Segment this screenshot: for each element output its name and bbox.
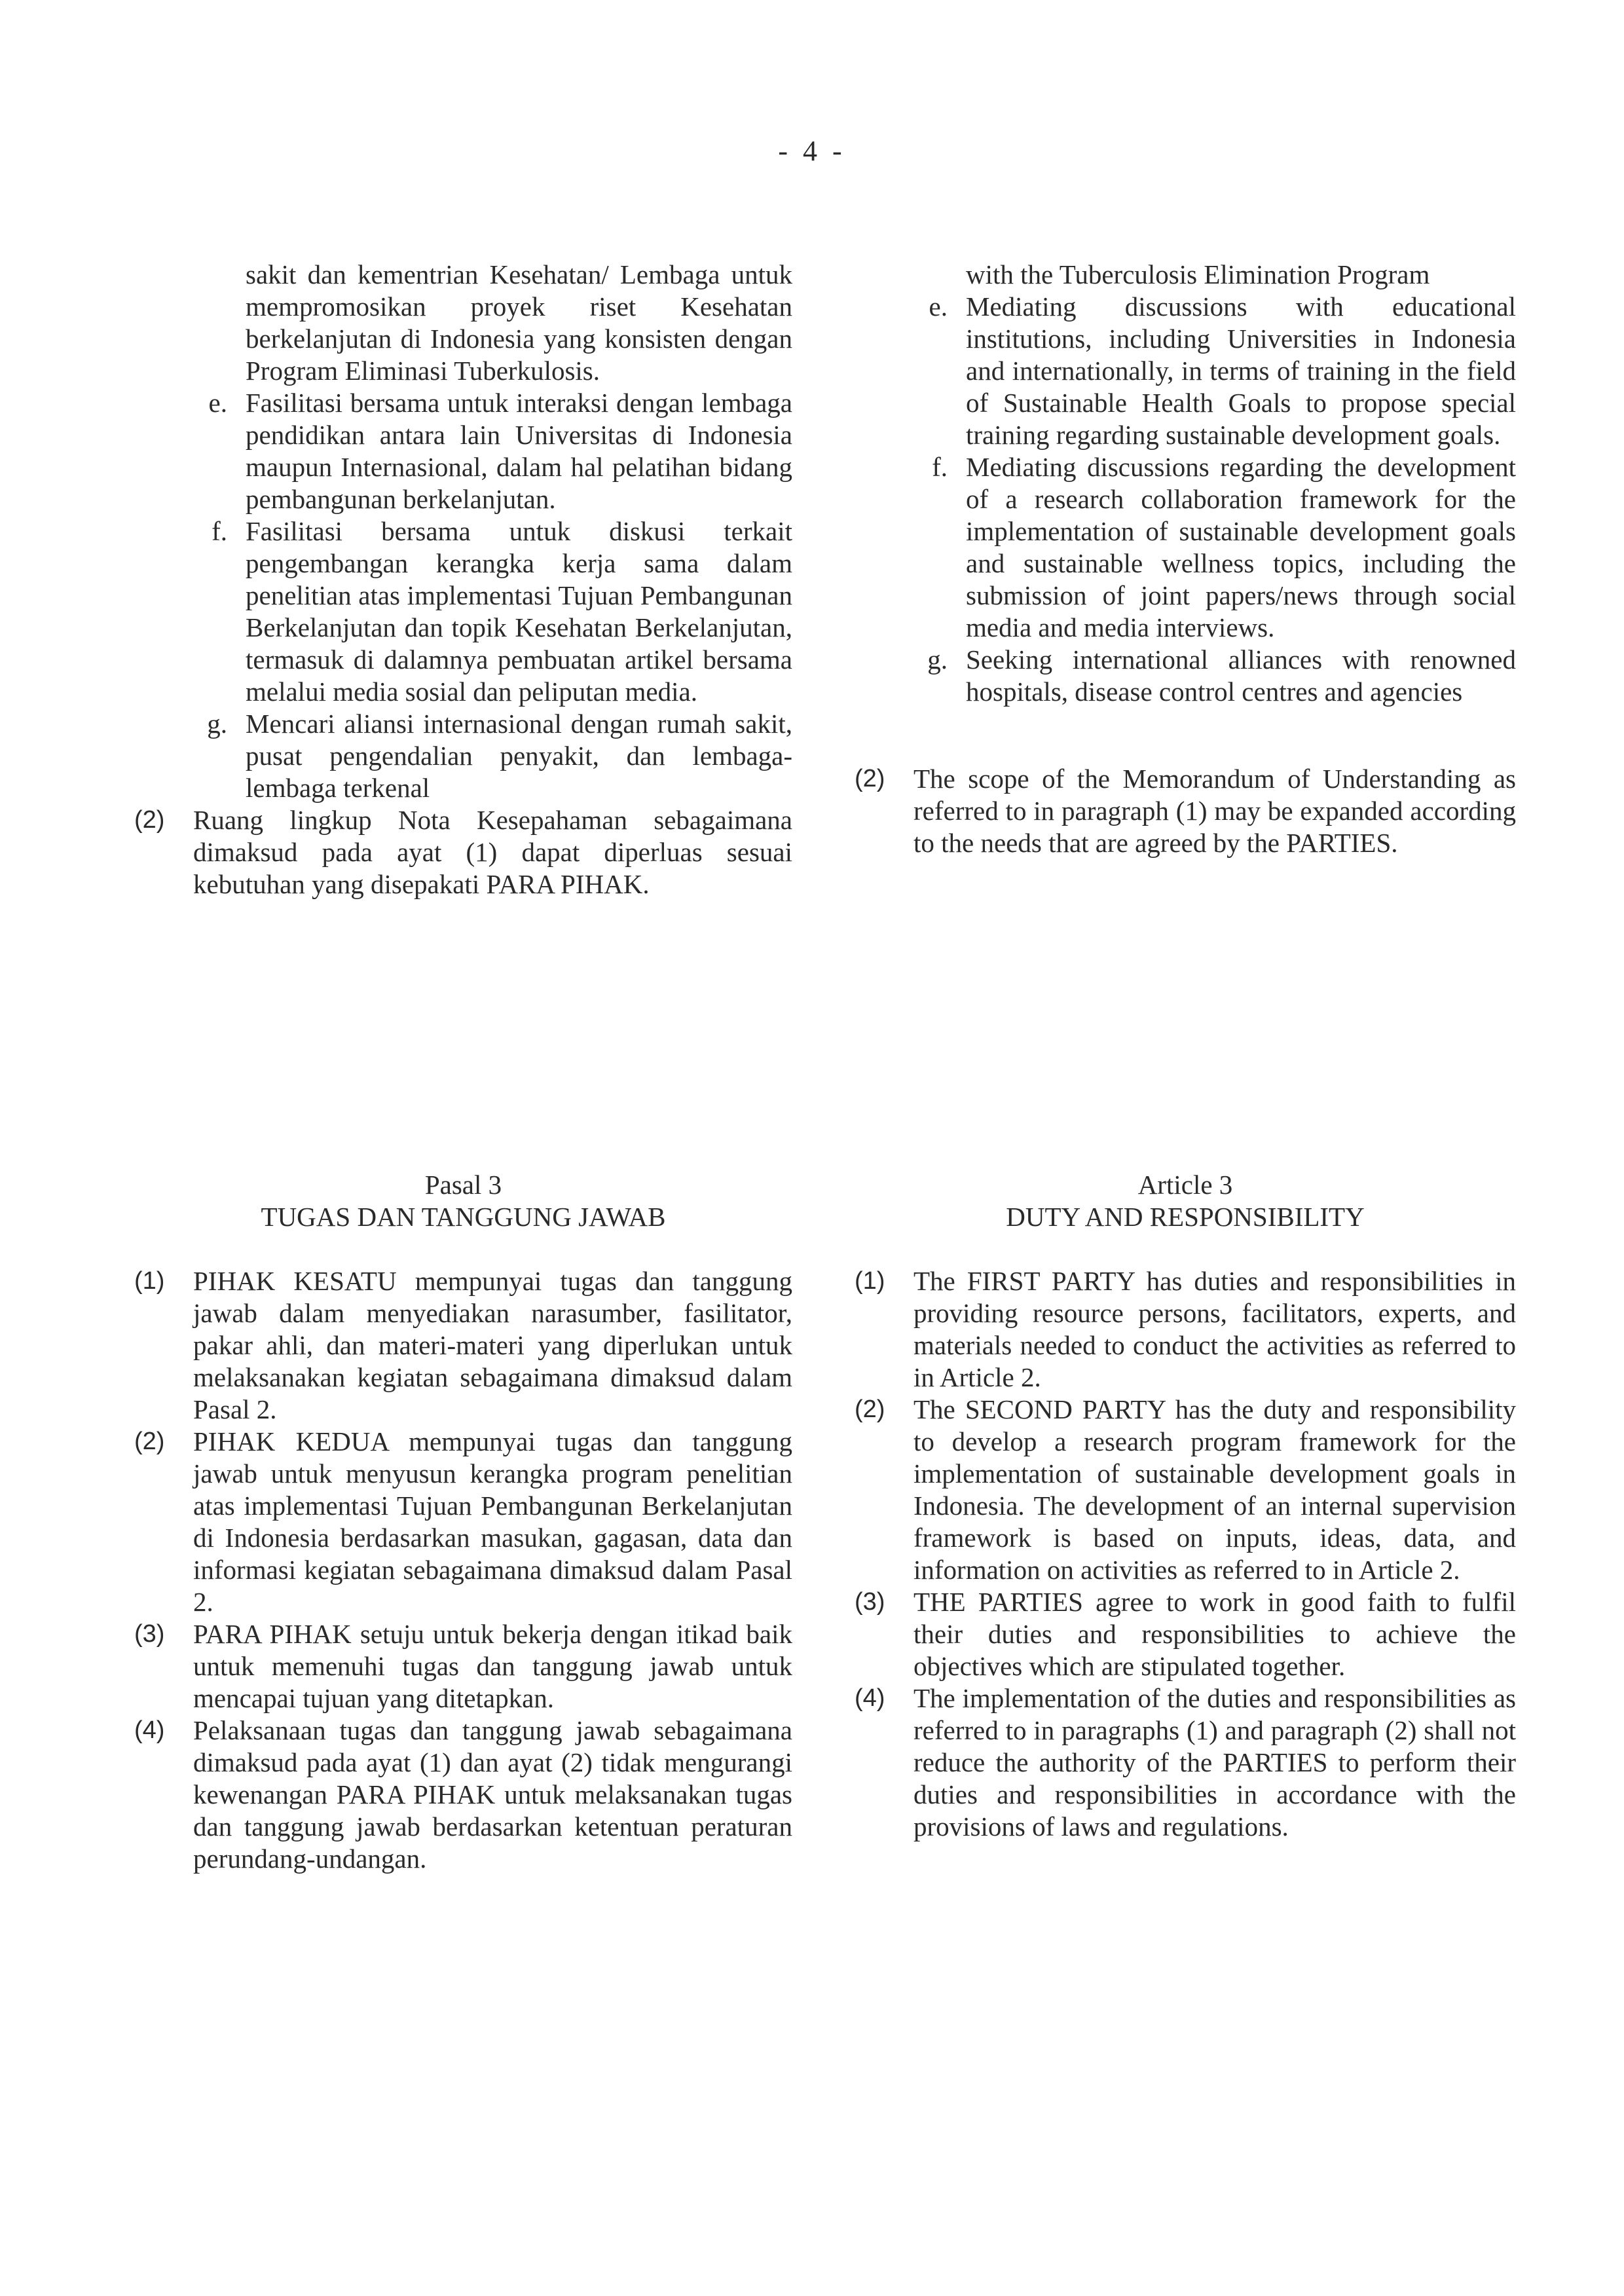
right-article-paragraph-3 xyxy=(855,1586,1516,1682)
paragraph-marker: (4) xyxy=(134,1716,165,1744)
left-item-e xyxy=(134,387,792,515)
item-text: Fasilitasi bersama untuk interaksi dengan lembaga pendidikan antara lain Universitas di Indonesia maupun Internasional, dalam hal pelatihan bidang pembangunan berkelanjutan. xyxy=(246,388,792,514)
left-article-paragraph-4 xyxy=(134,1714,792,1875)
item-text: Mediating discussions with educational institutions, including Universities in Indonesia and internationally, in terms of training in the field of Sustainable Health Goals to propose special training regarding sustainable development goals. xyxy=(966,291,1516,450)
paragraph-text: Pelaksanaan tugas dan tanggung jawab sebagaimana dimaksud pada ayat (1) dan ayat (2) tidak mengurangi kewenangan PARA PIHAK untuk melaksanakan tugas dan tanggung jawab berdasarkan ketentuan peraturan perundang-undangan. xyxy=(193,1715,792,1874)
right-article-paragraph-4 xyxy=(855,1682,1516,1843)
right-item-g xyxy=(855,644,1516,708)
right-scope-section xyxy=(855,259,1516,859)
paragraph-text: PARA PIHAK setuju untuk bekerja dengan itikad baik untuk memenuhi tugas dan tanggung jawab untuk mencapai tujuan yang ditetapkan. xyxy=(193,1619,792,1713)
right-article-paragraph-1 xyxy=(855,1265,1516,1394)
left-article-body xyxy=(134,1265,792,1875)
page-number: - 4 - xyxy=(778,135,846,167)
left-continuation-text: sakit dan kementrian Kesehatan/ Lembaga untuk mempromosikan proyek riset Kesehatan berkelanjutan di Indonesia yang konsisten dengan Program Eliminasi Tuberkulosis. xyxy=(246,259,792,386)
right-continuation-text: with the Tuberculosis Elimination Program xyxy=(966,259,1430,289)
paragraph-text: The SECOND PARTY has the duty and responsibility to develop a research program framework for the implementation of sustainable development goals in Indonesia. The development of an internal supervision framework is based on inputs, ideas, data, and information on activities as referred to in Article 2. xyxy=(913,1394,1516,1585)
right-article-heading xyxy=(855,1169,1516,1233)
left-item-f xyxy=(134,515,792,708)
paragraph-text: THE PARTIES agree to work in good faith to fulfil their duties and responsibilities to achieve the objectives which are stipulated together. xyxy=(913,1587,1516,1681)
item-marker: g. xyxy=(207,709,227,739)
paragraph-marker: (3) xyxy=(855,1588,885,1616)
right-article-paragraph-2 xyxy=(855,1394,1516,1586)
item-marker: e. xyxy=(929,291,948,322)
item-text: Fasilitasi bersama untuk diskusi terkait pengembangan kerangka kerja sama dalam penelitian atas implementasi Tujuan Pembangunan Berkelanjutan dan topik Kesehatan Berkelanjutan, termasuk di dalamnya pembuatan artikel bersama melalui media sosial dan peliputan media. xyxy=(246,516,792,707)
left-article-paragraph-2 xyxy=(134,1426,792,1618)
left-paragraph-2 xyxy=(134,804,792,900)
article-title: TUGAS DAN TANGGUNG JAWAB xyxy=(261,1202,666,1232)
paragraph-marker: (3) xyxy=(134,1620,165,1648)
paragraph-marker: (2) xyxy=(134,806,165,834)
right-item-f xyxy=(855,451,1516,644)
left-scope-section xyxy=(134,259,792,900)
item-marker: f. xyxy=(932,452,948,482)
paragraph-text: The FIRST PARTY has duties and responsibilities in providing resource persons, facilitators, experts, and materials needed to conduct the activities as referred to in Article 2. xyxy=(913,1266,1516,1392)
paragraph-text: PIHAK KEDUA mempunyai tugas dan tanggung jawab untuk menyusun kerangka program penelitian atas implementasi Tujuan Pembangunan Berkelanjutan di Indonesia berdasarkan masukan, gagasan, data dan informasi kegiatan sebagaimana dimaksud dalam Pasal 2. xyxy=(193,1426,792,1617)
item-marker: e. xyxy=(208,388,227,418)
item-marker: f. xyxy=(212,516,227,546)
paragraph-text: PIHAK KESATU mempunyai tugas dan tanggung jawab dalam menyediakan narasumber, fasilitator, pakar ahli, dan materi-materi yang diperlukan untuk melaksanakan kegiatan sebagaimana dimaksud dalam Pasal 2. xyxy=(193,1266,792,1424)
left-article-paragraph-3 xyxy=(134,1618,792,1714)
paragraph-text: Ruang lingkup Nota Kesepahaman sebagaimana dimaksud pada ayat (1) dapat diperluas sesuai kebutuhan yang disepakati PARA PIHAK. xyxy=(193,805,792,899)
paragraph-marker: (1) xyxy=(855,1267,885,1295)
paragraph-marker: (2) xyxy=(855,765,885,792)
article-title: DUTY AND RESPONSIBILITY xyxy=(1006,1202,1365,1232)
article-number: Article 3 xyxy=(1137,1170,1233,1200)
paragraph-marker: (2) xyxy=(855,1396,885,1423)
item-text: Mencari aliansi internasional dengan rumah sakit, pusat pengendalian penyakit, dan lembaga-lembaga terkenal xyxy=(246,709,792,803)
paragraph-text: The implementation of the duties and responsibilities as referred to in paragraphs (1) and paragraph (2) shall not reduce the authority of the PARTIES to perform their duties and responsibilities in accordance with the provisions of laws and regulations. xyxy=(913,1683,1516,1842)
article-number: Pasal 3 xyxy=(424,1170,502,1200)
paragraph-marker: (2) xyxy=(134,1428,165,1455)
item-text: Mediating discussions regarding the development of a research collaboration framework for the implementation of sustainable development goals and sustainable wellness topics, including the submission of joint papers/news through social media and media interviews. xyxy=(966,452,1516,642)
paragraph-marker: (4) xyxy=(855,1684,885,1712)
item-marker: g. xyxy=(927,644,948,675)
left-article-paragraph-1 xyxy=(134,1265,792,1426)
paragraph-text: The scope of the Memorandum of Understanding as referred to in paragraph (1) may be expanded according to the needs that are agreed by the PARTIES. xyxy=(913,764,1516,858)
left-item-g xyxy=(134,708,792,804)
item-text: Seeking international alliances with renowned hospitals, disease control centres and agencies xyxy=(966,644,1516,707)
left-article-heading xyxy=(134,1169,792,1233)
right-paragraph-2 xyxy=(855,763,1516,859)
paragraph-marker: (1) xyxy=(134,1267,165,1295)
right-article-body xyxy=(855,1265,1516,1843)
right-item-e xyxy=(855,291,1516,451)
